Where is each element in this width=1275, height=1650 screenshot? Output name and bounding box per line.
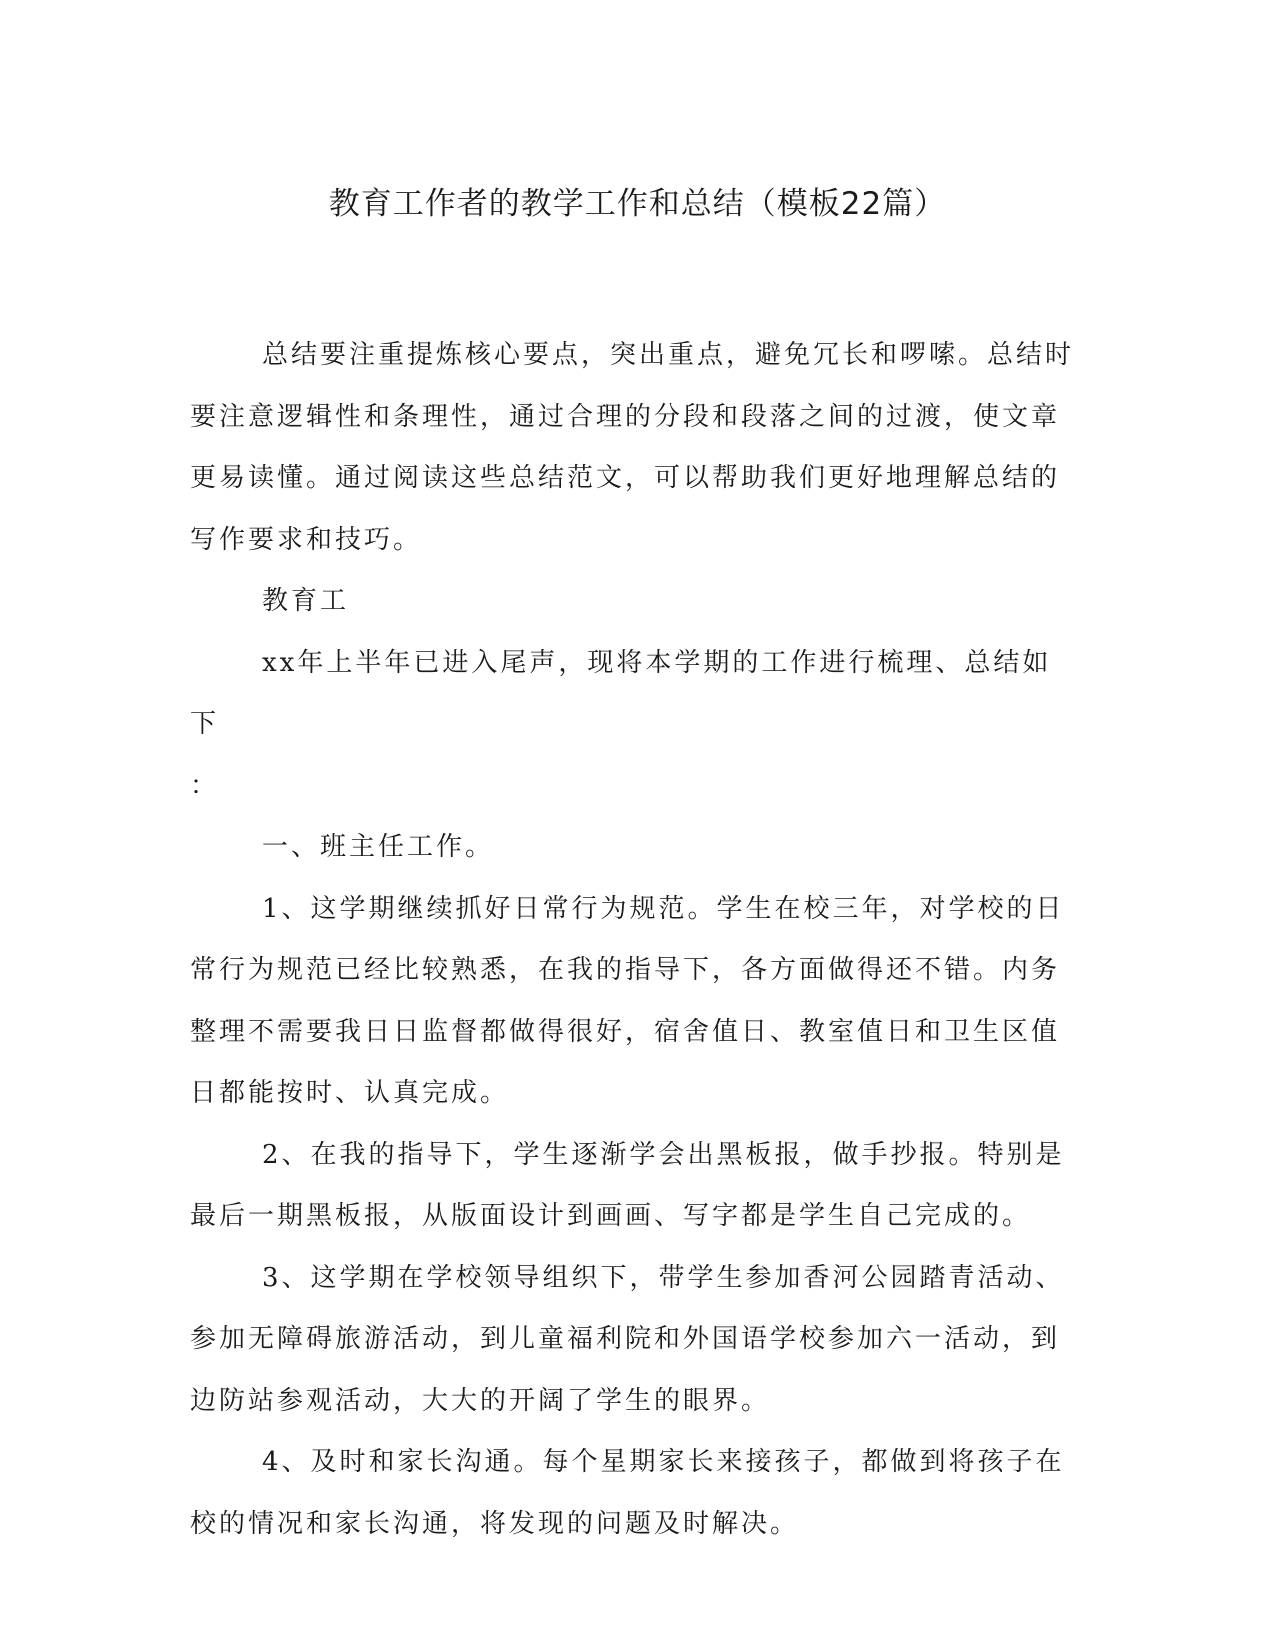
opening-colon: ： xyxy=(190,770,220,801)
item-3-paragraph: 3、这学期在学校领导组织下，带学生参加香河公园踏青活动、参加无障碍旅游活动，到儿童福利院和外国语学校参加六一活动，到边防站参观活动，大大的开阔了学生的眼界。 xyxy=(190,1262,1065,1416)
document-title: 教育工作者的教学工作和总结（模板22篇） xyxy=(328,186,947,222)
section-heading-class-teacher: 一、班主任工作。 xyxy=(262,832,495,862)
section-heading-fragment: 教育工 xyxy=(262,586,350,616)
item-4-paragraph: 4、及时和家长沟通。每个星期家长来接孩子，都做到将孩子在校的情况和家长沟通，将发现的问题及时解决。 xyxy=(190,1447,1065,1539)
document-body xyxy=(190,325,1080,1555)
intro-paragraph: 总结要注重提炼核心要点，突出重点，避免冗长和啰嗦。总结时要注意逻辑性和条理性，通过合理的分段和段落之间的过渡，使文章更易读懂。通过阅读这些总结范文，可以帮助我们更好地理解总结的写作要求和技巧。 xyxy=(190,340,1075,555)
opening-paragraph: xx年上半年已进入尾声，现将本学期的工作进行梳理、总结如下 xyxy=(190,647,1052,739)
item-2-paragraph: 2、在我的指导下，学生逐渐学会出黑板报，做手抄报。特别是最后一期黑板报，从版面设计到画画、写字都是学生自己完成的。 xyxy=(190,1139,1065,1231)
item-1-paragraph: 1、这学期继续抓好日常行为规范。学生在校三年，对学校的日常行为规范已经比较熟悉，在我的指导下，各方面做得还不错。内务整理不需要我日日监督都做得很好，宿舍值日、教室值日和卫生区值日都能按时、认真完成。 xyxy=(190,893,1065,1108)
